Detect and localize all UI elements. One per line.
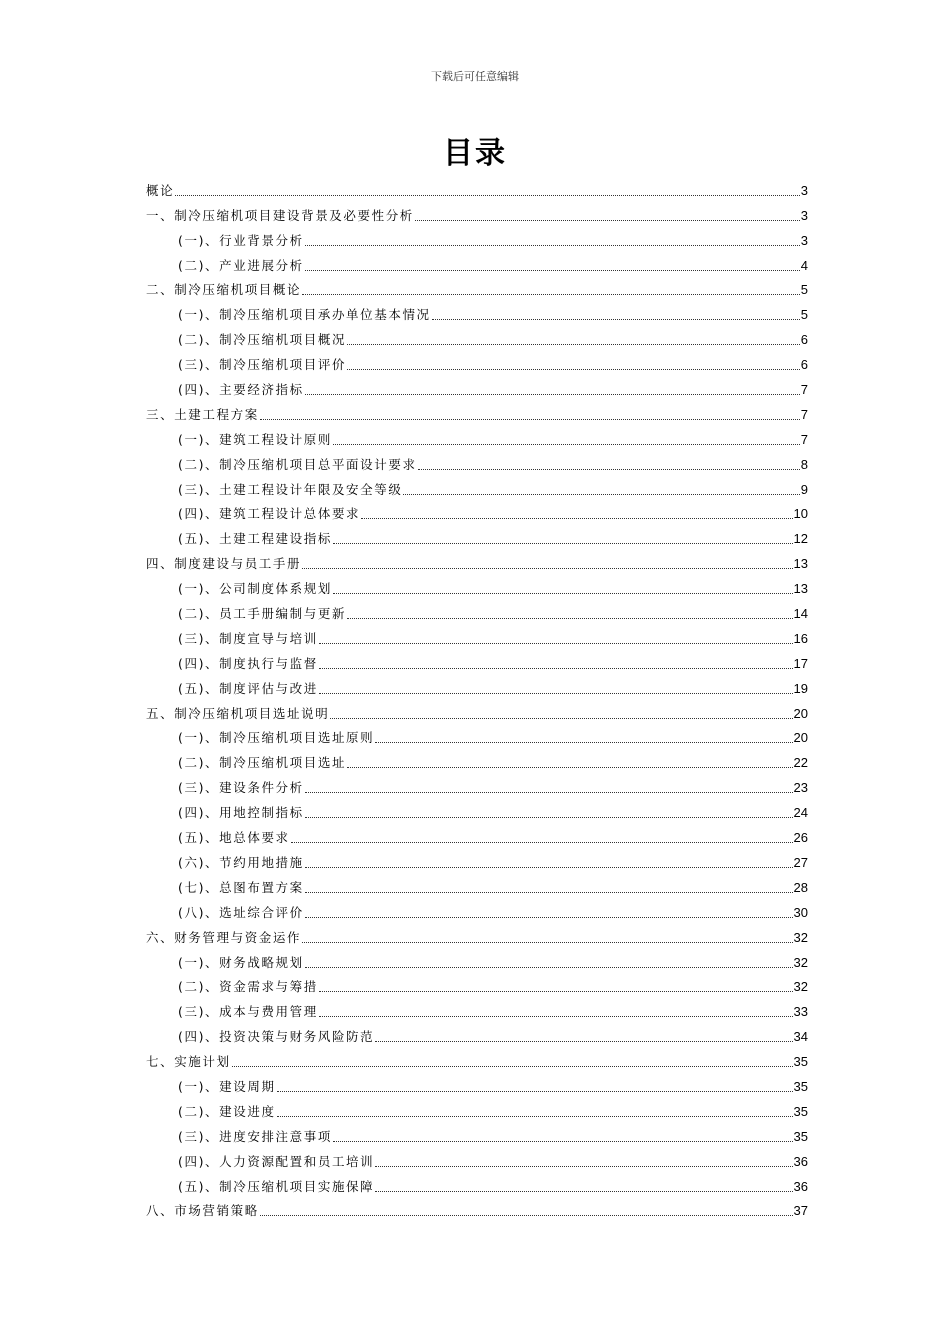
- toc-entry-label: (一)、制冷压缩机项目选址原则: [178, 730, 375, 746]
- toc-entry-label: (二)、制冷压缩机项目选址: [178, 755, 347, 771]
- toc-entry-label: (二)、制冷压缩机项目总平面设计要求: [178, 456, 417, 472]
- toc-entry[interactable]: [146, 896, 808, 921]
- toc-dot-leader: [305, 270, 800, 271]
- toc-dot-leader: [175, 195, 800, 196]
- toc-entry-page-number: 28: [793, 879, 808, 895]
- toc-entry[interactable]: [146, 1070, 808, 1095]
- toc-entry[interactable]: [146, 921, 808, 946]
- toc-dot-leader: [403, 494, 799, 495]
- toc-entry-label: (三)、土建工程设计年限及安全等级: [178, 481, 403, 497]
- toc-dot-leader: [375, 1041, 792, 1042]
- toc-entry-page-number: 24: [793, 805, 808, 821]
- toc-entry-label: (二)、产业进展分析: [178, 257, 304, 273]
- toc-entry-page-number: 5: [800, 307, 808, 323]
- toc-entry-page-number: 12: [793, 531, 808, 547]
- toc-entry-label: (四)、用地控制指标: [178, 805, 304, 821]
- toc-entry-page-number: 7: [800, 382, 808, 398]
- toc-entry-page-number: 32: [793, 979, 808, 995]
- toc-dot-leader: [305, 867, 793, 868]
- toc-entry[interactable]: [146, 572, 808, 597]
- toc-entry[interactable]: [146, 672, 808, 697]
- toc-entry-label: (四)、人力资源配置和员工培训: [178, 1153, 375, 1169]
- toc-entry-label: (二)、员工手册编制与更新: [178, 606, 347, 622]
- toc-entry-label: 四、制度建设与员工手册: [146, 556, 302, 572]
- toc-dot-leader: [305, 245, 800, 246]
- toc-entry-page-number: 13: [793, 556, 808, 572]
- toc-entry[interactable]: [146, 1170, 808, 1195]
- toc-entry-label: 二、制冷压缩机项目概论: [146, 282, 302, 298]
- toc-entry-label: (一)、建筑工程设计原则: [178, 431, 332, 447]
- toc-entry-label: 概论: [146, 182, 175, 198]
- toc-entry-page-number: 10: [793, 506, 808, 522]
- toc-entry-label: (二)、建设进度: [178, 1103, 276, 1119]
- toc-dot-leader: [347, 369, 800, 370]
- toc-dot-leader: [333, 444, 800, 445]
- toc-entry-page-number: 23: [793, 780, 808, 796]
- toc-entry[interactable]: [146, 796, 808, 821]
- toc-entry-label: (七)、总图布置方案: [178, 879, 304, 895]
- toc-entry-page-number: 32: [793, 954, 808, 970]
- toc-entry-label: 八、市场营销策略: [146, 1203, 259, 1219]
- toc-entry-page-number: 3: [800, 182, 808, 198]
- toc-entry[interactable]: [146, 448, 808, 473]
- toc-dot-leader: [305, 917, 793, 918]
- toc-entry-page-number: 8: [800, 456, 808, 472]
- toc-dot-leader: [305, 394, 800, 395]
- toc-dot-leader: [260, 1215, 793, 1216]
- toc-dot-leader: [319, 668, 793, 669]
- toc-entry-page-number: 35: [793, 1078, 808, 1094]
- toc-entry-label: (四)、建筑工程设计总体要求: [178, 506, 361, 522]
- toc-entry-label: (一)、财务战略规划: [178, 954, 304, 970]
- toc-entry[interactable]: [146, 697, 808, 722]
- toc-entry-label: (五)、制冷压缩机项目实施保障: [178, 1178, 375, 1194]
- toc-entry-label: (一)、制冷压缩机项目承办单位基本情况: [178, 307, 431, 323]
- toc-entry-label: 一、制冷压缩机项目建设背景及必要性分析: [146, 207, 414, 223]
- toc-dot-leader: [277, 1091, 793, 1092]
- toc-entry-label: (三)、进度安排注意事项: [178, 1128, 332, 1144]
- toc-entry-label: (三)、成本与费用管理: [178, 1004, 318, 1020]
- toc-entry-label: 三、土建工程方案: [146, 406, 259, 422]
- toc-entry[interactable]: [146, 249, 808, 274]
- toc-dot-leader: [277, 1116, 793, 1117]
- toc-entry-label: (四)、投资决策与财务风险防范: [178, 1029, 375, 1045]
- toc-entry[interactable]: [146, 473, 808, 498]
- toc-entry-label: 五、制冷压缩机项目选址说明: [146, 705, 330, 721]
- toc-dot-leader: [415, 220, 800, 221]
- toc-dot-leader: [418, 469, 800, 470]
- toc-entry-page-number: 36: [793, 1178, 808, 1194]
- toc-dot-leader: [305, 792, 793, 793]
- toc-entry-label: (一)、行业背景分析: [178, 232, 304, 248]
- toc-entry[interactable]: [146, 348, 808, 373]
- toc-entry-label: (八)、选址综合评价: [178, 904, 304, 920]
- toc-entry-label: (二)、制冷压缩机项目概况: [178, 332, 347, 348]
- toc-entry[interactable]: [146, 224, 808, 249]
- toc-entry[interactable]: [146, 821, 808, 846]
- toc-entry-page-number: 4: [800, 257, 808, 273]
- toc-entry-label: (一)、建设周期: [178, 1078, 276, 1094]
- toc-entry-page-number: 35: [793, 1128, 808, 1144]
- toc-dot-leader: [232, 1066, 793, 1067]
- toc-entry-page-number: 17: [793, 655, 808, 671]
- toc-dot-leader: [347, 767, 792, 768]
- toc-entry[interactable]: [146, 746, 808, 771]
- toc-entry-page-number: 32: [793, 929, 808, 945]
- toc-entry[interactable]: [146, 522, 808, 547]
- toc-entry-page-number: 6: [800, 332, 808, 348]
- toc-entry[interactable]: [146, 1045, 808, 1070]
- toc-entry[interactable]: [146, 597, 808, 622]
- toc-entry-page-number: 22: [793, 755, 808, 771]
- toc-dot-leader: [305, 817, 793, 818]
- toc-entry-page-number: 9: [800, 481, 808, 497]
- toc-entry-label: 六、财务管理与资金运作: [146, 929, 302, 945]
- toc-dot-leader: [305, 892, 793, 893]
- toc-entry[interactable]: [146, 373, 808, 398]
- toc-dot-leader: [319, 1016, 793, 1017]
- toc-entry-label: (四)、制度执行与监督: [178, 655, 318, 671]
- toc-entry-label: 七、实施计划: [146, 1054, 231, 1070]
- toc-entry-page-number: 5: [800, 282, 808, 298]
- toc-entry[interactable]: [146, 174, 808, 199]
- toc-dot-leader: [302, 568, 792, 569]
- toc-entry-page-number: 7: [800, 406, 808, 422]
- toc-entry[interactable]: [146, 946, 808, 971]
- toc-entry-label: (一)、公司制度体系规划: [178, 581, 332, 597]
- toc-entry-page-number: 19: [793, 680, 808, 696]
- toc-dot-leader: [361, 518, 792, 519]
- toc-entry-page-number: 30: [793, 904, 808, 920]
- toc-entry[interactable]: [146, 647, 808, 672]
- toc-dot-leader: [291, 842, 793, 843]
- toc-entry-page-number: 20: [793, 730, 808, 746]
- toc-entry-page-number: 26: [793, 830, 808, 846]
- toc-entry[interactable]: [146, 846, 808, 871]
- toc-entry-page-number: 13: [793, 581, 808, 597]
- toc-dot-leader: [330, 718, 792, 719]
- toc-entry[interactable]: [146, 1120, 808, 1145]
- toc-dot-leader: [319, 643, 793, 644]
- toc-entry-label: (五)、制度评估与改进: [178, 680, 318, 696]
- toc-entry-label: (五)、地总体要求: [178, 830, 290, 846]
- toc-entry-page-number: 14: [793, 606, 808, 622]
- toc-entry-label: (四)、主要经济指标: [178, 382, 304, 398]
- toc-entry[interactable]: [146, 722, 808, 747]
- toc-entry-page-number: 36: [793, 1153, 808, 1169]
- toc-entry[interactable]: [146, 771, 808, 796]
- toc-dot-leader: [347, 344, 800, 345]
- toc-entry-label: (三)、制度宣导与培训: [178, 630, 318, 646]
- toc-entry-page-number: 16: [793, 630, 808, 646]
- toc-entry[interactable]: [146, 871, 808, 896]
- toc-title: 目录: [443, 136, 507, 171]
- toc-dot-leader: [333, 543, 793, 544]
- toc-entry-label: (三)、制冷压缩机项目评价: [178, 357, 347, 373]
- toc-entry[interactable]: [146, 498, 808, 523]
- toc-entry[interactable]: [146, 622, 808, 647]
- toc-entry-page-number: 34: [793, 1029, 808, 1045]
- toc-entry[interactable]: [146, 547, 808, 572]
- toc-dot-leader: [302, 942, 792, 943]
- toc-entry-page-number: 27: [793, 854, 808, 870]
- toc-entry[interactable]: [146, 199, 808, 224]
- toc-entry[interactable]: [146, 1145, 808, 1170]
- toc-entry-page-number: 35: [793, 1103, 808, 1119]
- toc-entry-page-number: 3: [800, 232, 808, 248]
- toc-entry-page-number: 33: [793, 1004, 808, 1020]
- toc-dot-leader: [260, 419, 800, 420]
- toc-entry[interactable]: [146, 274, 808, 299]
- toc-entry-page-number: 6: [800, 357, 808, 373]
- toc-entry[interactable]: [146, 423, 808, 448]
- toc-dot-leader: [347, 618, 792, 619]
- toc-dot-leader: [333, 1141, 793, 1142]
- toc-entry[interactable]: [146, 323, 808, 348]
- toc-entry-label: (二)、资金需求与筹措: [178, 979, 318, 995]
- toc-entry-label: (六)、节约用地措施: [178, 854, 304, 870]
- toc-entry[interactable]: [146, 398, 808, 423]
- toc-dot-leader: [375, 742, 792, 743]
- toc-dot-leader: [319, 693, 793, 694]
- toc-entry-label: (三)、建设条件分析: [178, 780, 304, 796]
- toc-dot-leader: [319, 991, 793, 992]
- toc-dot-leader: [333, 593, 793, 594]
- toc-dot-leader: [305, 967, 793, 968]
- toc-dot-leader: [375, 1166, 792, 1167]
- toc-dot-leader: [432, 319, 800, 320]
- toc-dot-leader: [302, 294, 800, 295]
- table-of-contents: [146, 174, 808, 1219]
- toc-entry[interactable]: [146, 1195, 808, 1220]
- toc-entry[interactable]: [146, 298, 808, 323]
- toc-entry-page-number: 35: [793, 1054, 808, 1070]
- toc-entry[interactable]: [146, 1020, 808, 1045]
- toc-entry-page-number: 7: [800, 431, 808, 447]
- toc-entry-label: (五)、土建工程建设指标: [178, 531, 332, 547]
- toc-entry[interactable]: [146, 1095, 808, 1120]
- toc-entry-page-number: 3: [800, 207, 808, 223]
- toc-entry[interactable]: [146, 971, 808, 996]
- toc-entry[interactable]: [146, 995, 808, 1020]
- toc-entry-page-number: 20: [793, 705, 808, 721]
- toc-entry-page-number: 37: [793, 1203, 808, 1219]
- header-note: 下载后可任意编辑: [431, 70, 519, 83]
- toc-dot-leader: [375, 1191, 792, 1192]
